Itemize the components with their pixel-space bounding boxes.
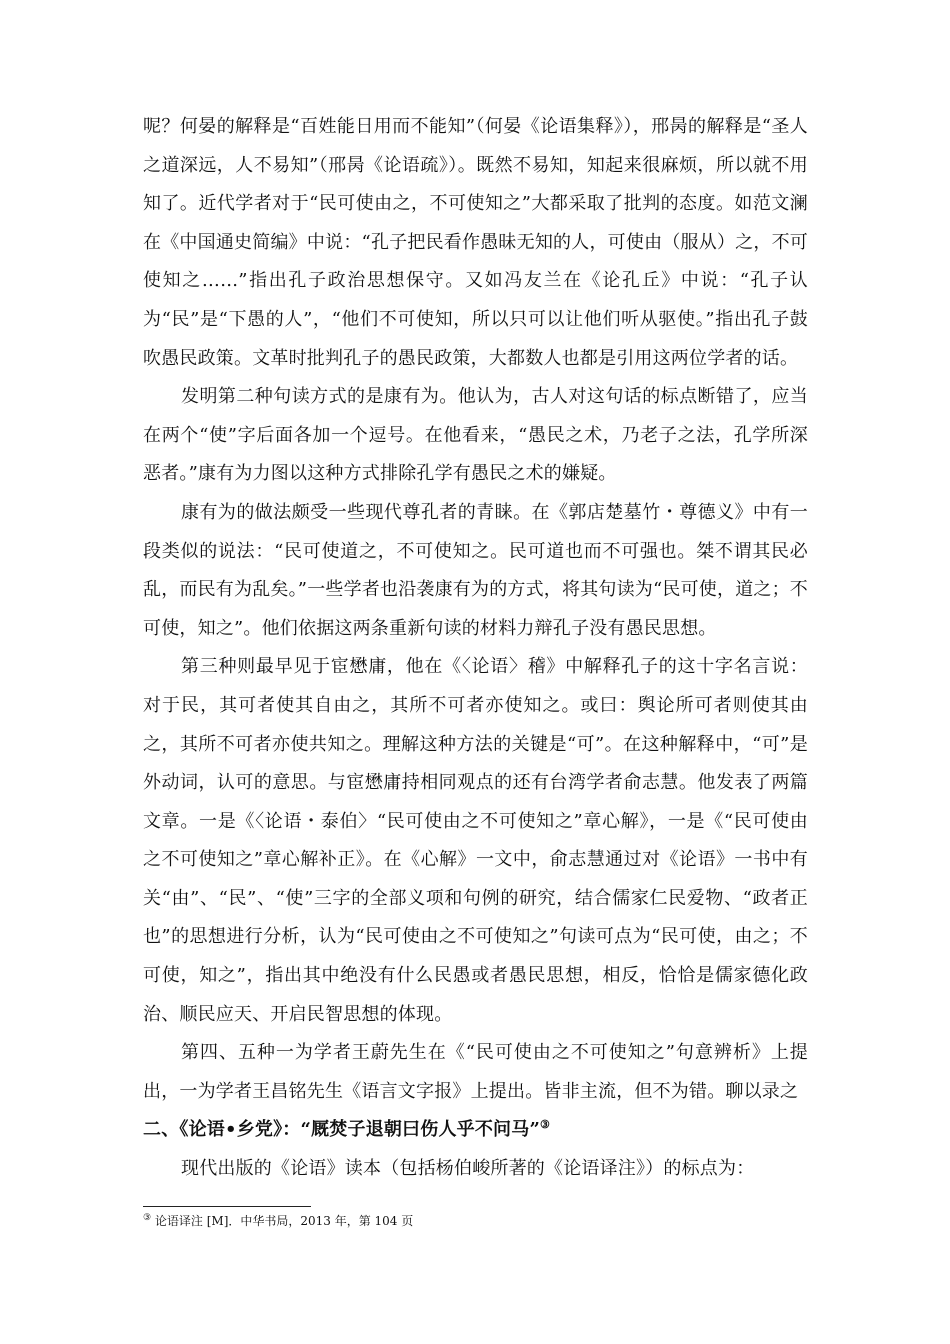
body-text <box>143 108 808 1189</box>
paragraph-2: 发明第二种句读方式的是康有为。他认为，古人对这句话的标点断错了，应当在两个“使”字后面各加一个逗号。在他看来，“愚民之术，乃老子之法，孔学所深恶者。”康有为力图以这种方式排除孔学有愚民之术的嫌疑。 <box>143 386 808 485</box>
footnote-reference[interactable]: ③ <box>540 1118 551 1132</box>
footnote-divider <box>143 1206 311 1207</box>
footnote-mark: ③ <box>143 1213 152 1223</box>
paragraph-4: 第三种则最早见于宦懋庸，他在《〈论语〉稽》中解释孔子的这十字名言说：对于民，其可者使其自由之，其所不可者亦使知之。或曰：舆论所可者则使其由之，其所不可者亦使共知之。理解这种方法的关键是“可”。在这种解释中，“可”是外动词，认可的意思。与宦懋庸持相同观点的还有台湾学者俞志慧。他发表了两篇文章。一是《〈论语・泰伯〉“民可使由之不可使知之”章心解》，一是《“民可使由之不可使知之”章心解补正》。在《心解》一文中，俞志慧通过对《论语》一书中有关“由”、“民”、“使”三字的全部义项和句例的研究，结合儒家仁民爱物、“政者正也”的思想进行分析，认为“民可使由之不可使知之”句读可点为“民可使，由之；不可使，知之”，指出其中绝没有什么民愚或者愚民思想，相反，恰恰是儒家德化政治、顺民应天、开启民智思想的体现。 <box>143 656 808 1025</box>
footnote <box>143 1213 808 1229</box>
paragraph-5: 第四、五种一为学者王蔚先生在《“民可使由之不可使知之”句意辨析》上提出，一为学者王昌铭先生《语言文字报》上提出。皆非主流，但不为错。聊以录之 <box>143 1042 808 1102</box>
paragraph-3: 康有为的做法颇受一些现代尊孔者的青睐。在《郭店楚墓竹・尊德义》中有一段类似的说法：“民可使道之，不可使知之。民可道也而不可强也。桀不谓其民必乱，而民有为乱矣。”一些学者也沿袭康有为的方式，将其句读为“民可使，道之；不可使，知之”。他们依据这两条重新句读的材料力辩孔子没有愚民思想。 <box>143 501 809 639</box>
paragraph-1: 呢？何晏的解释是“百姓能日用而不能知”（何晏《论语集释》），邢昺的解释是“圣人之道深远，人不易知”（邢昺《论语疏》）。既然不易知，知起来很麻烦，所以就不用知了。近代学者对于“民可使由之，不可使知之”大都采取了批判的态度。如范文澜在《中国通史简编》中说：“孔子把民看作愚昧无知的人，可使由（服从）之，不可使知之……”指出孔子政治思想保守。又如冯友兰在《论孔丘》中说：“孔子认为“民”是“下愚的人”，“他们不可使知，所以只可以让他们听从驱使。”指出孔子鼓吹愚民政策。文革时批判孔子的愚民政策，大都数人也都是引用这两位学者的话。 <box>143 116 808 369</box>
closing-paragraph: 现代出版的《论语》读本（包括杨伯峻所著的《论语译注》）的标点为： <box>181 1158 755 1180</box>
footnote-text: 论语译注 [M]．中华书局，2013 年，第 104 页 <box>154 1214 414 1228</box>
section-heading <box>143 1111 808 1150</box>
section-heading-text: 二、《论语•乡党》：“厩焚子退朝曰伤人乎不问马” <box>143 1119 541 1141</box>
